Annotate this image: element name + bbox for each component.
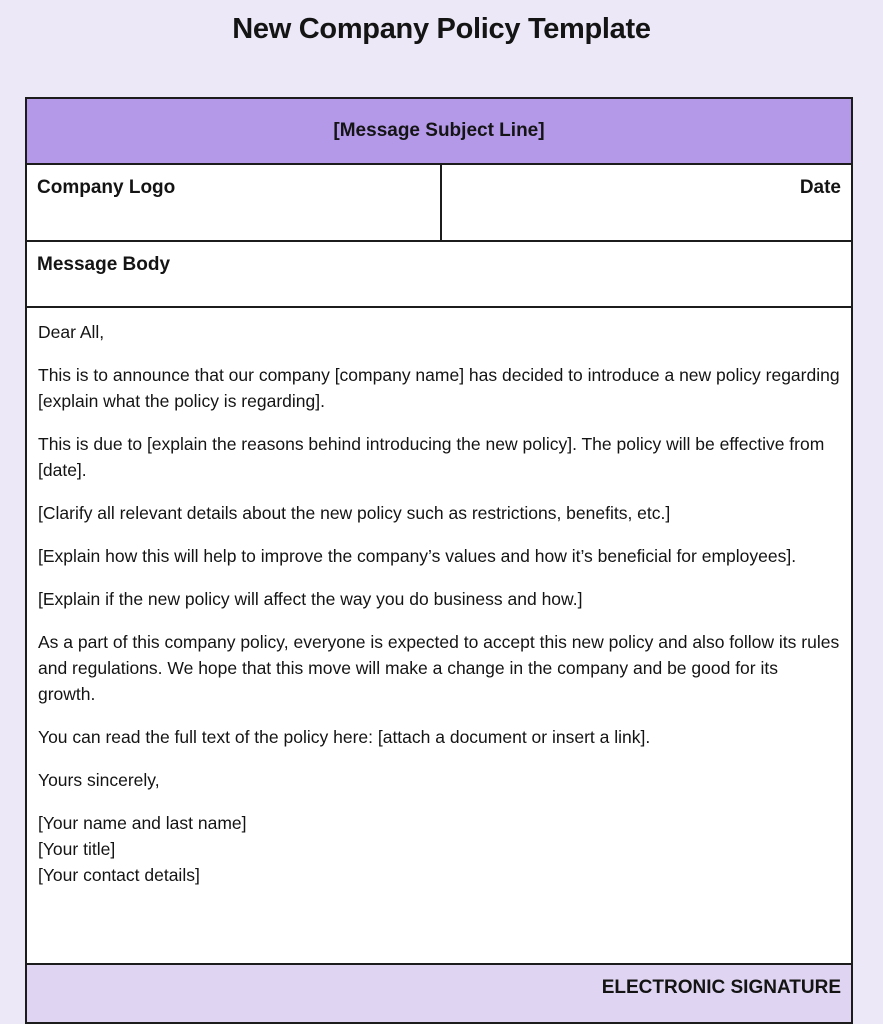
subject-header-row [27, 99, 851, 163]
page-title: New Company Policy Template [232, 13, 651, 45]
electronic-signature-label: ELECTRONIC SIGNATURE [601, 977, 841, 998]
signature-line: [Your name and last name] [38, 813, 247, 833]
subject-line-placeholder: [Message Subject Line] [333, 120, 545, 141]
closing: Yours sincerely, [38, 770, 160, 790]
policy-template-table [25, 97, 853, 1024]
signature-line: [Your title] [38, 839, 116, 859]
logo-date-row [27, 163, 851, 240]
date-label: Date [799, 177, 841, 198]
paragraph: This is due to [explain the reasons behind introducing the new policy]. The policy will be effective from [date]. [38, 434, 825, 480]
message-body-label-row [27, 240, 851, 306]
message-body-cell [27, 306, 851, 963]
signature-line: [Your contact details] [38, 865, 200, 885]
message-body-label: Message Body [37, 254, 171, 275]
company-logo-label: Company Logo [37, 177, 176, 198]
signature-block [38, 810, 840, 888]
paragraph: You can read the full text of the policy here: [attach a document or insert a link]. [38, 727, 651, 747]
paragraph: [Explain if the new policy will affect the way you do business and how.] [38, 589, 583, 609]
electronic-signature-row [27, 963, 851, 1022]
paragraph: [Clarify all relevant details about the new policy such as restrictions, benefits, etc.] [38, 503, 671, 523]
salutation: Dear All, [38, 322, 105, 342]
paragraph: This is to announce that our company [company name] has decided to introduce a new policy regarding [explain what the policy is regarding]. [38, 365, 840, 411]
paragraph: As a part of this company policy, everyone is expected to accept this new policy and also follow its rules and regulations. We hope that this move will make a change in the company and be good for its growth. [38, 632, 840, 704]
company-logo-cell [27, 165, 442, 240]
date-cell [442, 165, 851, 240]
paragraph: [Explain how this will help to improve the company’s values and how it’s beneficial for employees]. [38, 546, 797, 566]
